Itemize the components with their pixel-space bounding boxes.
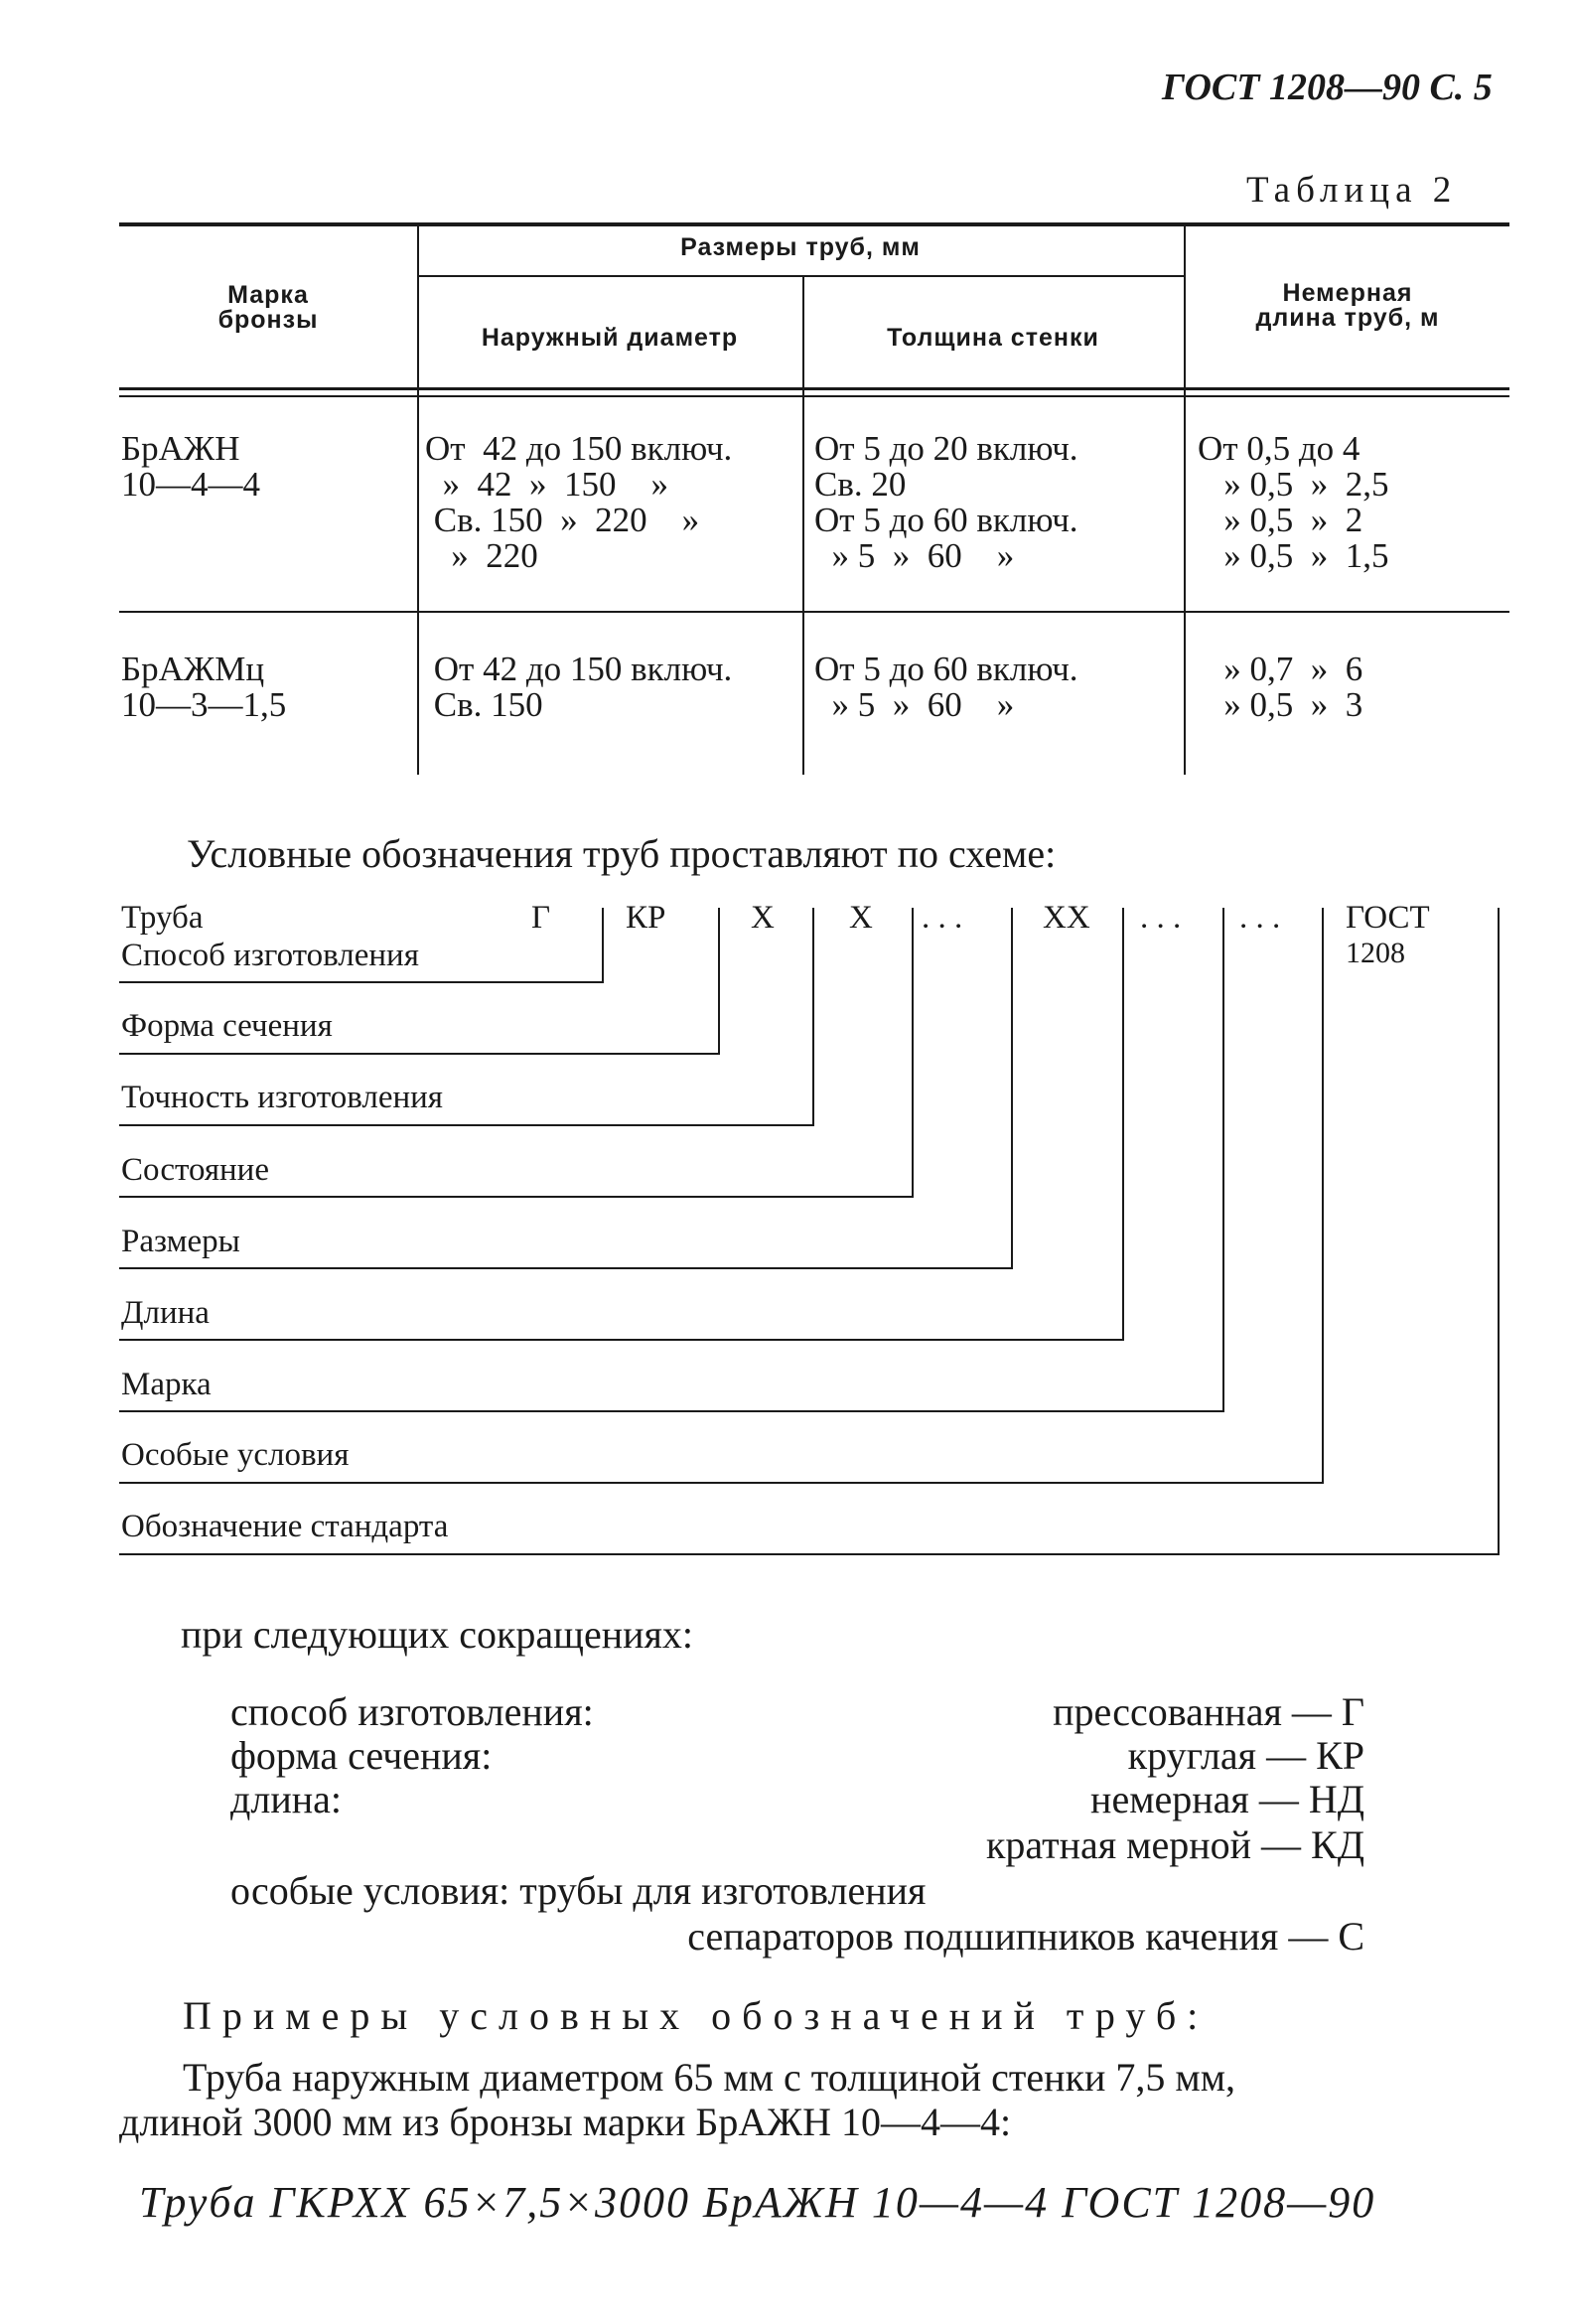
row2-brand: БрАЖМц 10—3—1,5 bbox=[121, 650, 287, 724]
table-label: Таблица 2 bbox=[1246, 170, 1458, 211]
scheme-word-truba: Труба bbox=[121, 900, 204, 936]
leader-h-6 bbox=[119, 1339, 1124, 1341]
scheme-gost: ГОСТ 1208 bbox=[1346, 900, 1430, 969]
examples-line2: длиной 3000 мм из бронзы марки БрАЖН 10—4—4: bbox=[119, 2100, 1012, 2144]
header-wall-thickness: Толщина стенки bbox=[887, 324, 1099, 352]
scheme-dots-3: . . . bbox=[1239, 900, 1281, 936]
header-length: Немерная длина труб, м bbox=[1255, 279, 1440, 332]
leader-h-8 bbox=[119, 1482, 1324, 1484]
abbr-special-line2: сепараторов подшипников качения — С bbox=[687, 1914, 1364, 1959]
col-divider-2 bbox=[802, 277, 804, 775]
abbr-right-length: немерная — НД bbox=[1090, 1777, 1364, 1821]
leader-v-3 bbox=[812, 908, 814, 1126]
abbr-right-shape: круглая — КР bbox=[1127, 1733, 1364, 1778]
leader-v-7 bbox=[1222, 908, 1224, 1412]
scheme-dots-1: . . . bbox=[922, 900, 963, 936]
row1-brand: БрАЖН 10—4—4 bbox=[121, 429, 260, 504]
leader-v-4 bbox=[912, 908, 914, 1198]
leader-h-4 bbox=[119, 1196, 914, 1198]
scheme-label-special: Особые условия bbox=[121, 1437, 350, 1473]
scheme-dots-2: . . . bbox=[1140, 900, 1182, 936]
col-divider-1 bbox=[417, 226, 419, 775]
leader-v-2 bbox=[718, 908, 720, 1055]
abbr-left-length: длина: bbox=[230, 1777, 342, 1821]
leader-h-9 bbox=[119, 1553, 1500, 1555]
scheme-intro: Условные обозначения труб проставляют по схеме: bbox=[187, 831, 1057, 876]
page-reference: ГОСТ 1208—90 С. 5 bbox=[1162, 67, 1493, 108]
scheme-label-shape: Форма сечения bbox=[121, 1008, 333, 1044]
leader-v-1 bbox=[602, 908, 604, 983]
leader-h-2 bbox=[119, 1053, 720, 1055]
examples-line1: Труба наружным диаметром 65 мм с толщиной стенки 7,5 мм, bbox=[183, 2055, 1236, 2100]
scheme-label-length: Длина bbox=[121, 1295, 210, 1331]
row1-length: От 0,5 до 4 » 0,5 » 2,5 » 0,5 » 2 » 0,5 » 1,5 bbox=[1198, 429, 1389, 575]
abbreviations-intro: при следующих сокращениях: bbox=[181, 1612, 694, 1657]
row2-thickness: От 5 до 60 включ. » 5 » 60 » bbox=[814, 650, 1078, 724]
scheme-code-xx: ХХ bbox=[1043, 900, 1090, 936]
row1-diameter: От 42 до 150 включ. » 42 » 150 » Св. 150 » 220 » » 220 bbox=[425, 429, 733, 575]
leader-h-7 bbox=[119, 1410, 1224, 1412]
scheme-label-accuracy: Точность изготовления bbox=[121, 1080, 443, 1115]
leader-h-1 bbox=[119, 981, 604, 983]
row1-thickness: От 5 до 20 включ. Св. 20 От 5 до 60 включ. » 5 » 60 » bbox=[814, 429, 1078, 575]
header-sizes: Размеры труб, мм bbox=[680, 233, 921, 261]
scheme-label-grade: Марка bbox=[121, 1367, 212, 1402]
header-brand: Марка бронзы bbox=[217, 281, 319, 334]
scheme-code-x2: Х bbox=[849, 900, 873, 936]
row2-length: » 0,7 » 6 » 0,5 » 3 bbox=[1198, 650, 1363, 724]
header-outer-diameter: Наружный диаметр bbox=[481, 324, 739, 352]
scheme-code-x1: Х bbox=[751, 900, 775, 936]
scheme-label-sizes: Размеры bbox=[121, 1224, 240, 1259]
scheme-label-method: Способ изготовления bbox=[121, 938, 419, 973]
leader-v-6 bbox=[1122, 908, 1124, 1341]
row2-diameter: От 42 до 150 включ. Св. 150 bbox=[425, 650, 733, 724]
leader-h-3 bbox=[119, 1124, 814, 1126]
header-rule-2 bbox=[119, 395, 1509, 397]
examples-title: Примеры условных обозначений труб: bbox=[183, 1993, 1210, 2038]
row-divider bbox=[119, 611, 1509, 613]
leader-v-8 bbox=[1322, 908, 1324, 1484]
sizes-subrule bbox=[417, 275, 1184, 277]
scheme-label-standard: Обозначение стандарта bbox=[121, 1509, 449, 1544]
abbr-right-multiple: кратная мерной — КД bbox=[985, 1822, 1364, 1867]
abbr-left-method: способ изготовления: bbox=[230, 1689, 594, 1734]
scheme-code-g: Г bbox=[531, 900, 551, 936]
header-rule-1 bbox=[119, 387, 1509, 390]
leader-v-9 bbox=[1498, 908, 1500, 1555]
abbr-left-shape: форма сечения: bbox=[230, 1733, 493, 1778]
leader-v-5 bbox=[1011, 908, 1013, 1269]
leader-h-5 bbox=[119, 1267, 1013, 1269]
abbr-special-line1: особые условия: трубы для изготовления bbox=[230, 1868, 927, 1913]
scheme-code-kr: КР bbox=[626, 900, 666, 936]
example-designation: Труба ГКРХХ 65×7,5×3000 БрАЖН 10—4—4 ГОСТ 1208—90 bbox=[139, 2178, 1376, 2227]
abbr-right-method: прессованная — Г bbox=[1053, 1689, 1364, 1734]
table-top-rule bbox=[119, 222, 1509, 226]
scheme-label-condition: Состояние bbox=[121, 1152, 269, 1188]
